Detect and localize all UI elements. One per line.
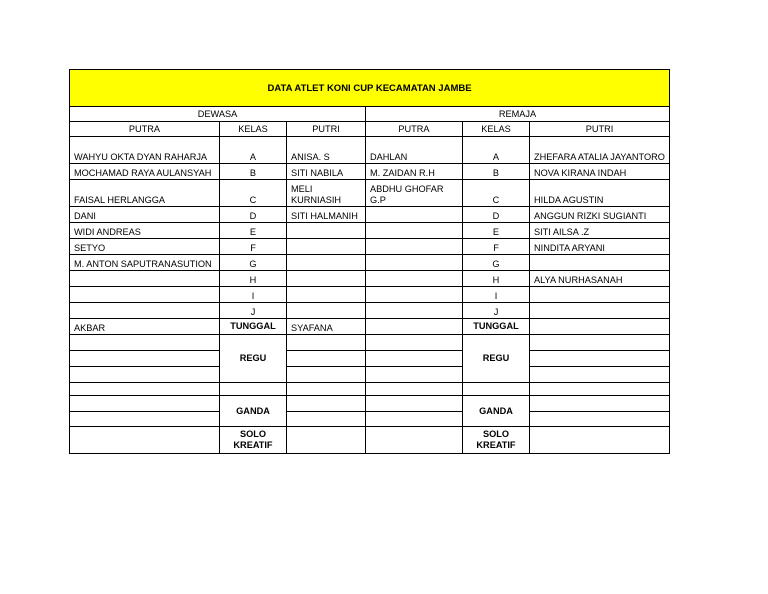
cell-regu-remaja-putri — [530, 351, 670, 367]
cell-kelas: I — [220, 287, 287, 303]
cell-solo-dewasa-putri — [287, 427, 366, 454]
table-row — [70, 303, 670, 319]
cell-kelas: J — [463, 303, 530, 319]
cell-tunggal-remaja-putra — [366, 319, 463, 335]
solo-line2: KREATIF — [233, 440, 273, 450]
cell-regu-dewasa-putra — [70, 367, 220, 383]
cell-remaja-putri: ANGGUN RIZKI SUGIANTI — [530, 207, 670, 223]
cell-ganda-dewasa-putri — [287, 396, 366, 412]
cell-ganda-dewasa-putra — [70, 412, 220, 427]
cell-regu-remaja-putra — [366, 351, 463, 367]
cell-remaja-putri: NINDITA ARYANI — [530, 239, 670, 255]
cell-kelas: A — [220, 137, 287, 164]
cell-remaja-putri: NOVA KIRANA INDAH — [530, 164, 670, 180]
cell-regu-remaja-putri — [530, 335, 670, 351]
cell-regu-dewasa-putra — [70, 351, 220, 367]
cell-kelas: A — [463, 137, 530, 164]
cell-remaja-putra — [366, 207, 463, 223]
cell-ganda-remaja-putri — [530, 396, 670, 412]
cell-ganda-dewasa-putri — [287, 412, 366, 427]
cell-remaja-putra: DAHLAN — [366, 137, 463, 164]
table-row — [70, 287, 670, 303]
cell-remaja-putra — [366, 255, 463, 271]
table-row — [70, 180, 670, 207]
cell-dewasa-putri — [287, 223, 366, 239]
cell-dewasa-putra: DANI — [70, 207, 220, 223]
table-row — [70, 271, 670, 287]
cell-kelas: F — [220, 239, 287, 255]
category-regu-cont — [463, 383, 530, 396]
cell-dewasa-putri — [287, 255, 366, 271]
table-row-regu — [70, 367, 670, 383]
cell-dewasa-putri — [287, 303, 366, 319]
cell-kelas: E — [220, 223, 287, 239]
cell-dewasa-putra — [70, 303, 220, 319]
cell-solo-remaja-putri — [530, 427, 670, 454]
cell-tunggal-dewasa-putra: AKBAR — [70, 319, 220, 335]
cell-kelas: G — [220, 255, 287, 271]
cell-dewasa-putri — [287, 287, 366, 303]
cell-tunggal-remaja-putri — [530, 319, 670, 335]
cell-dewasa-putra: FAISAL HERLANGGA — [70, 180, 220, 207]
cell-remaja-putri: ALYA NURHASANAH — [530, 271, 670, 287]
table-row — [70, 255, 670, 271]
cell-kelas: H — [463, 271, 530, 287]
category-solo-kreatif — [463, 427, 530, 454]
cell-remaja-putra — [366, 223, 463, 239]
cell-ganda-dewasa-putra — [70, 396, 220, 412]
cell-remaja-putra — [366, 271, 463, 287]
table-row — [70, 164, 670, 180]
cell-solo-dewasa-putra — [70, 427, 220, 454]
cell-kelas: G — [463, 255, 530, 271]
col-header-putra: PUTRA — [70, 122, 220, 137]
solo-line1: SOLO — [482, 429, 510, 439]
cell-ganda-remaja-putra — [366, 412, 463, 427]
table-row-tunggal — [70, 319, 670, 335]
cell-dewasa-putra: WAHYU OKTA DYAN RAHARJA — [70, 137, 220, 164]
category-regu: REGU — [463, 335, 530, 383]
cell-remaja-putra: ABDHU GHOFAR G.P — [366, 180, 463, 207]
table-row-ganda — [70, 396, 670, 412]
cell-dewasa-putra — [70, 271, 220, 287]
cell-kelas: B — [463, 164, 530, 180]
cell-dewasa-putri: ANISA. S — [287, 137, 366, 164]
cell-regu-dewasa-putri — [287, 383, 366, 396]
category-regu: REGU — [220, 335, 287, 383]
cell-kelas: H — [220, 271, 287, 287]
cell-remaja-putri — [530, 287, 670, 303]
category-tunggal: TUNGGAL — [463, 319, 530, 335]
cell-kelas: C — [463, 180, 530, 207]
category-regu-cont — [220, 383, 287, 396]
col-header-kelas: KELAS — [220, 122, 287, 137]
cell-kelas: E — [463, 223, 530, 239]
cell-dewasa-putri: MELI KURNIASIH — [287, 180, 366, 207]
group-header-dewasa: DEWASA — [70, 107, 366, 122]
cell-dewasa-putri — [287, 239, 366, 255]
cell-regu-remaja-putra — [366, 367, 463, 383]
col-header-putri: PUTRI — [530, 122, 670, 137]
cell-regu-remaja-putri — [530, 383, 670, 396]
cell-ganda-remaja-putra — [366, 396, 463, 412]
cell-regu-remaja-putra — [366, 383, 463, 396]
cell-kelas: I — [463, 287, 530, 303]
cell-remaja-putra — [366, 303, 463, 319]
table-row-ganda — [70, 412, 670, 427]
cell-tunggal-dewasa-putri: SYAFANA — [287, 319, 366, 335]
table-row-regu-bottom — [70, 383, 670, 396]
table-row — [70, 239, 670, 255]
cell-regu-remaja-putri — [530, 367, 670, 383]
cell-remaja-putri — [530, 303, 670, 319]
col-header-putri: PUTRI — [287, 122, 366, 137]
category-solo-kreatif — [220, 427, 287, 454]
sheet-title: DATA ATLET KONI CUP KECAMATAN JAMBE — [70, 70, 670, 107]
cell-remaja-putra: M. ZAIDAN R.H — [366, 164, 463, 180]
cell-kelas: C — [220, 180, 287, 207]
table-row-solo — [70, 427, 670, 454]
cell-dewasa-putra: WIDI ANDREAS — [70, 223, 220, 239]
cell-kelas: F — [463, 239, 530, 255]
solo-line1: SOLO — [239, 429, 267, 439]
cell-dewasa-putra: M. ANTON SAPUTRANASUTION — [70, 255, 220, 271]
table-row — [70, 137, 670, 164]
category-ganda: GANDA — [220, 396, 287, 427]
col-header-putra: PUTRA — [366, 122, 463, 137]
table-row-regu — [70, 351, 670, 367]
category-ganda: GANDA — [463, 396, 530, 427]
cell-dewasa-putra: SETYO — [70, 239, 220, 255]
cell-solo-remaja-putra — [366, 427, 463, 454]
athlete-data-table — [69, 69, 670, 454]
cell-kelas: D — [463, 207, 530, 223]
cell-ganda-remaja-putri — [530, 412, 670, 427]
group-header-remaja: REMAJA — [366, 107, 670, 122]
cell-kelas: D — [220, 207, 287, 223]
cell-dewasa-putri — [287, 271, 366, 287]
cell-dewasa-putra — [70, 287, 220, 303]
table-row — [70, 223, 670, 239]
solo-line2: KREATIF — [476, 440, 516, 450]
cell-regu-dewasa-putri — [287, 351, 366, 367]
table-row — [70, 207, 670, 223]
cell-regu-remaja-putra — [366, 335, 463, 351]
cell-dewasa-putra: MOCHAMAD RAYA AULANSYAH — [70, 164, 220, 180]
col-header-kelas: KELAS — [463, 122, 530, 137]
cell-kelas: B — [220, 164, 287, 180]
cell-dewasa-putri: SITI NABILA — [287, 164, 366, 180]
cell-kelas: J — [220, 303, 287, 319]
cell-remaja-putri: SITI AILSA .Z — [530, 223, 670, 239]
cell-remaja-putri — [530, 255, 670, 271]
cell-regu-dewasa-putra — [70, 335, 220, 351]
cell-dewasa-putri: SITI HALMANIH — [287, 207, 366, 223]
cell-remaja-putra — [366, 239, 463, 255]
category-tunggal: TUNGGAL — [220, 319, 287, 335]
cell-regu-dewasa-putri — [287, 335, 366, 351]
cell-remaja-putri: HILDA AGUSTIN — [530, 180, 670, 207]
table-row-regu — [70, 335, 670, 351]
cell-regu-dewasa-putri — [287, 367, 366, 383]
cell-remaja-putri: ZHEFARA ATALIA JAYANTORO — [530, 137, 670, 164]
cell-regu-dewasa-putra — [70, 383, 220, 396]
cell-remaja-putra — [366, 287, 463, 303]
